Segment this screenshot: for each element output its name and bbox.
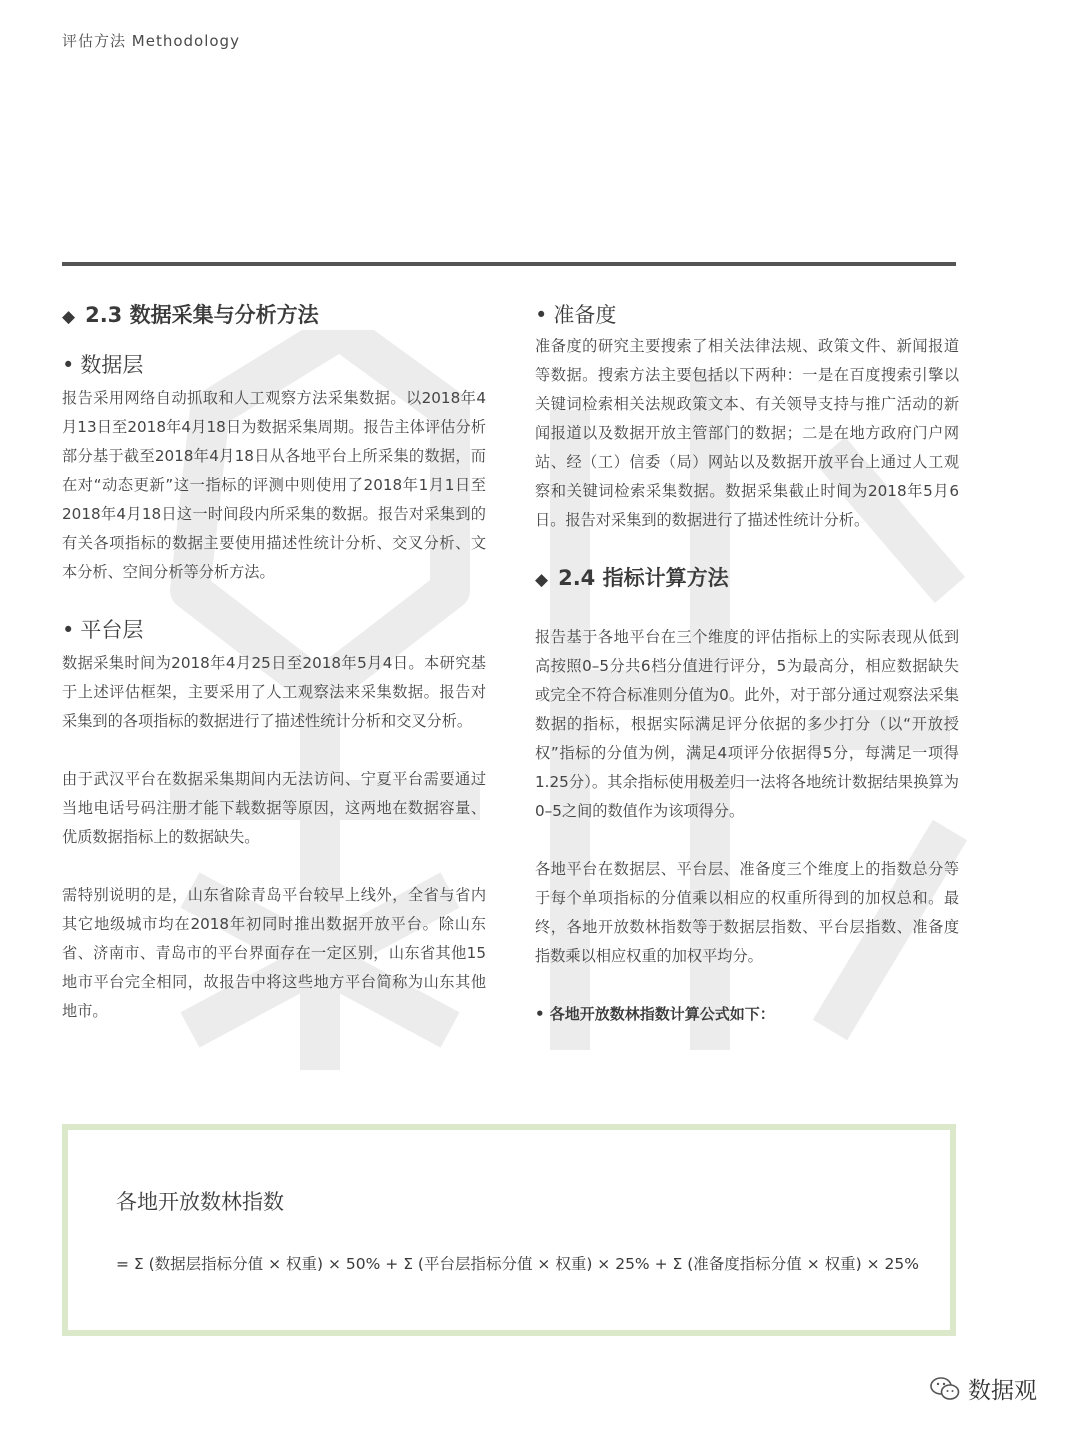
right-column — [535, 300, 959, 1028]
formula-box — [62, 1124, 956, 1336]
data-layer-paragraph: 报告采用网络自动抓取和人工观察方法采集数据。以2018年4月13日至2018年4月18日为数据采集周期。报告主体评估分析部分基于截至2018年4月18日从各地平台上所采集的数据，而在对“动态更新”这一指标的评测中则使用了2018年1月1日至2018年4月18日这一时间段内所采集的数据。报告对采集到的有关各项指标的数据主要使用描述性统计分析、交叉分析、文本分析、空间分析等分析方法。 — [62, 389, 486, 581]
subheading-data-layer: • 数据层 — [62, 353, 144, 377]
bullet-icon: • — [62, 353, 75, 377]
running-header: 评估方法 Methodology — [62, 32, 240, 50]
diamond-bullet-icon: ◆ — [62, 307, 76, 327]
platform-layer-paragraph-3: 需特别说明的是，山东省除青岛平台较早上线外，全省与省内其它地级城市均在2018年初同时推出数据开放平台。除山东省、济南市、青岛市的平台界面存在一定区别，山东省其他15地市平台完全相同，故报告中将这些地方平台简称为山东其他地市。 — [62, 886, 486, 1020]
bullet-icon: • — [535, 303, 548, 327]
formula-expression: = Σ (数据层指标分值 × 权重) × 50% + Σ (平台层指标分值 × 权重) × 25% + Σ (准备度指标分值 × 权重) × 25% — [116, 1255, 919, 1273]
calculation-paragraph-2: 各地平台在数据层、平台层、准备度三个维度上的指数总分等于每个单项指标的分值乘以相应的权重所得到的加权总和。最终，各地开放数林指数等于数据层指数、平台层指数、准备度指数乘以相应权重的加权平均分。 — [535, 860, 959, 965]
left-column — [62, 300, 486, 1026]
subheading-platform-layer: • 平台层 — [62, 618, 144, 642]
subheading-readiness: • 准备度 — [535, 303, 617, 327]
readiness-paragraph: 准备度的研究主要搜索了相关法律法规、政策文件、新闻报道等数据。搜索方法主要包括以下两种：一是在百度搜索引擎以关键词检索相关法规政策文本、有关领导支持与推广活动的新闻报道以及数据开放主管部门的数据；二是在地方政府门户网站、经（工）信委（局）网站以及数据开放平台上通过人工观察和关键词检索采集数据。数据采集截止时间为2018年5月6日。报告对采集到的数据进行了描述性统计分析。 — [535, 337, 959, 529]
bullet-icon: • — [62, 618, 75, 642]
platform-layer-paragraph-2: 由于武汉平台在数据采集期间内无法访问、宁夏平台需要通过当地电话号码注册才能下载数据等原因，这两地在数据容量、优质数据指标上的数据缺失。 — [62, 770, 486, 846]
formula-intro-note: • 各地开放数林指数计算公式如下： — [535, 1005, 775, 1023]
section-heading-2-4: ◆ 2.4 指标计算方法 — [535, 563, 959, 595]
diamond-bullet-icon: ◆ — [535, 570, 549, 590]
header-divider — [62, 262, 956, 266]
section-heading-2-3: ◆ 2.3 数据采集与分析方法 — [62, 300, 486, 332]
wechat-icon — [930, 1376, 960, 1402]
calculation-paragraph-1: 报告基于各地平台在三个维度的评估指标上的实际表现从低到高按照0–5分共6档分值进行评分，5为最高分，相应数据缺失或完全不符合标准则分值为0。此外，对于部分通过观察法采集数据的指标，根据实际满足评分依据的多少打分（以“开放授权”指标的分值为例，满足4项评分依据得5分，每满足一项得1.25分）。其余指标使用极差归一法将各地统计数据结果换算为0–5之间的数值作为该项得分。 — [535, 628, 959, 820]
footer-logo — [930, 1372, 1037, 1405]
footer-logo-text: 数据观 — [968, 1378, 1037, 1404]
formula-title: 各地开放数林指数 — [116, 1190, 284, 1214]
platform-layer-paragraph-1: 数据采集时间为2018年4月25日至2018年5月4日。本研究基于上述评估框架，主要采用了人工观察法来采集数据。报告对采集到的各项指标的数据进行了描述性统计分析和交叉分析。 — [62, 654, 486, 730]
